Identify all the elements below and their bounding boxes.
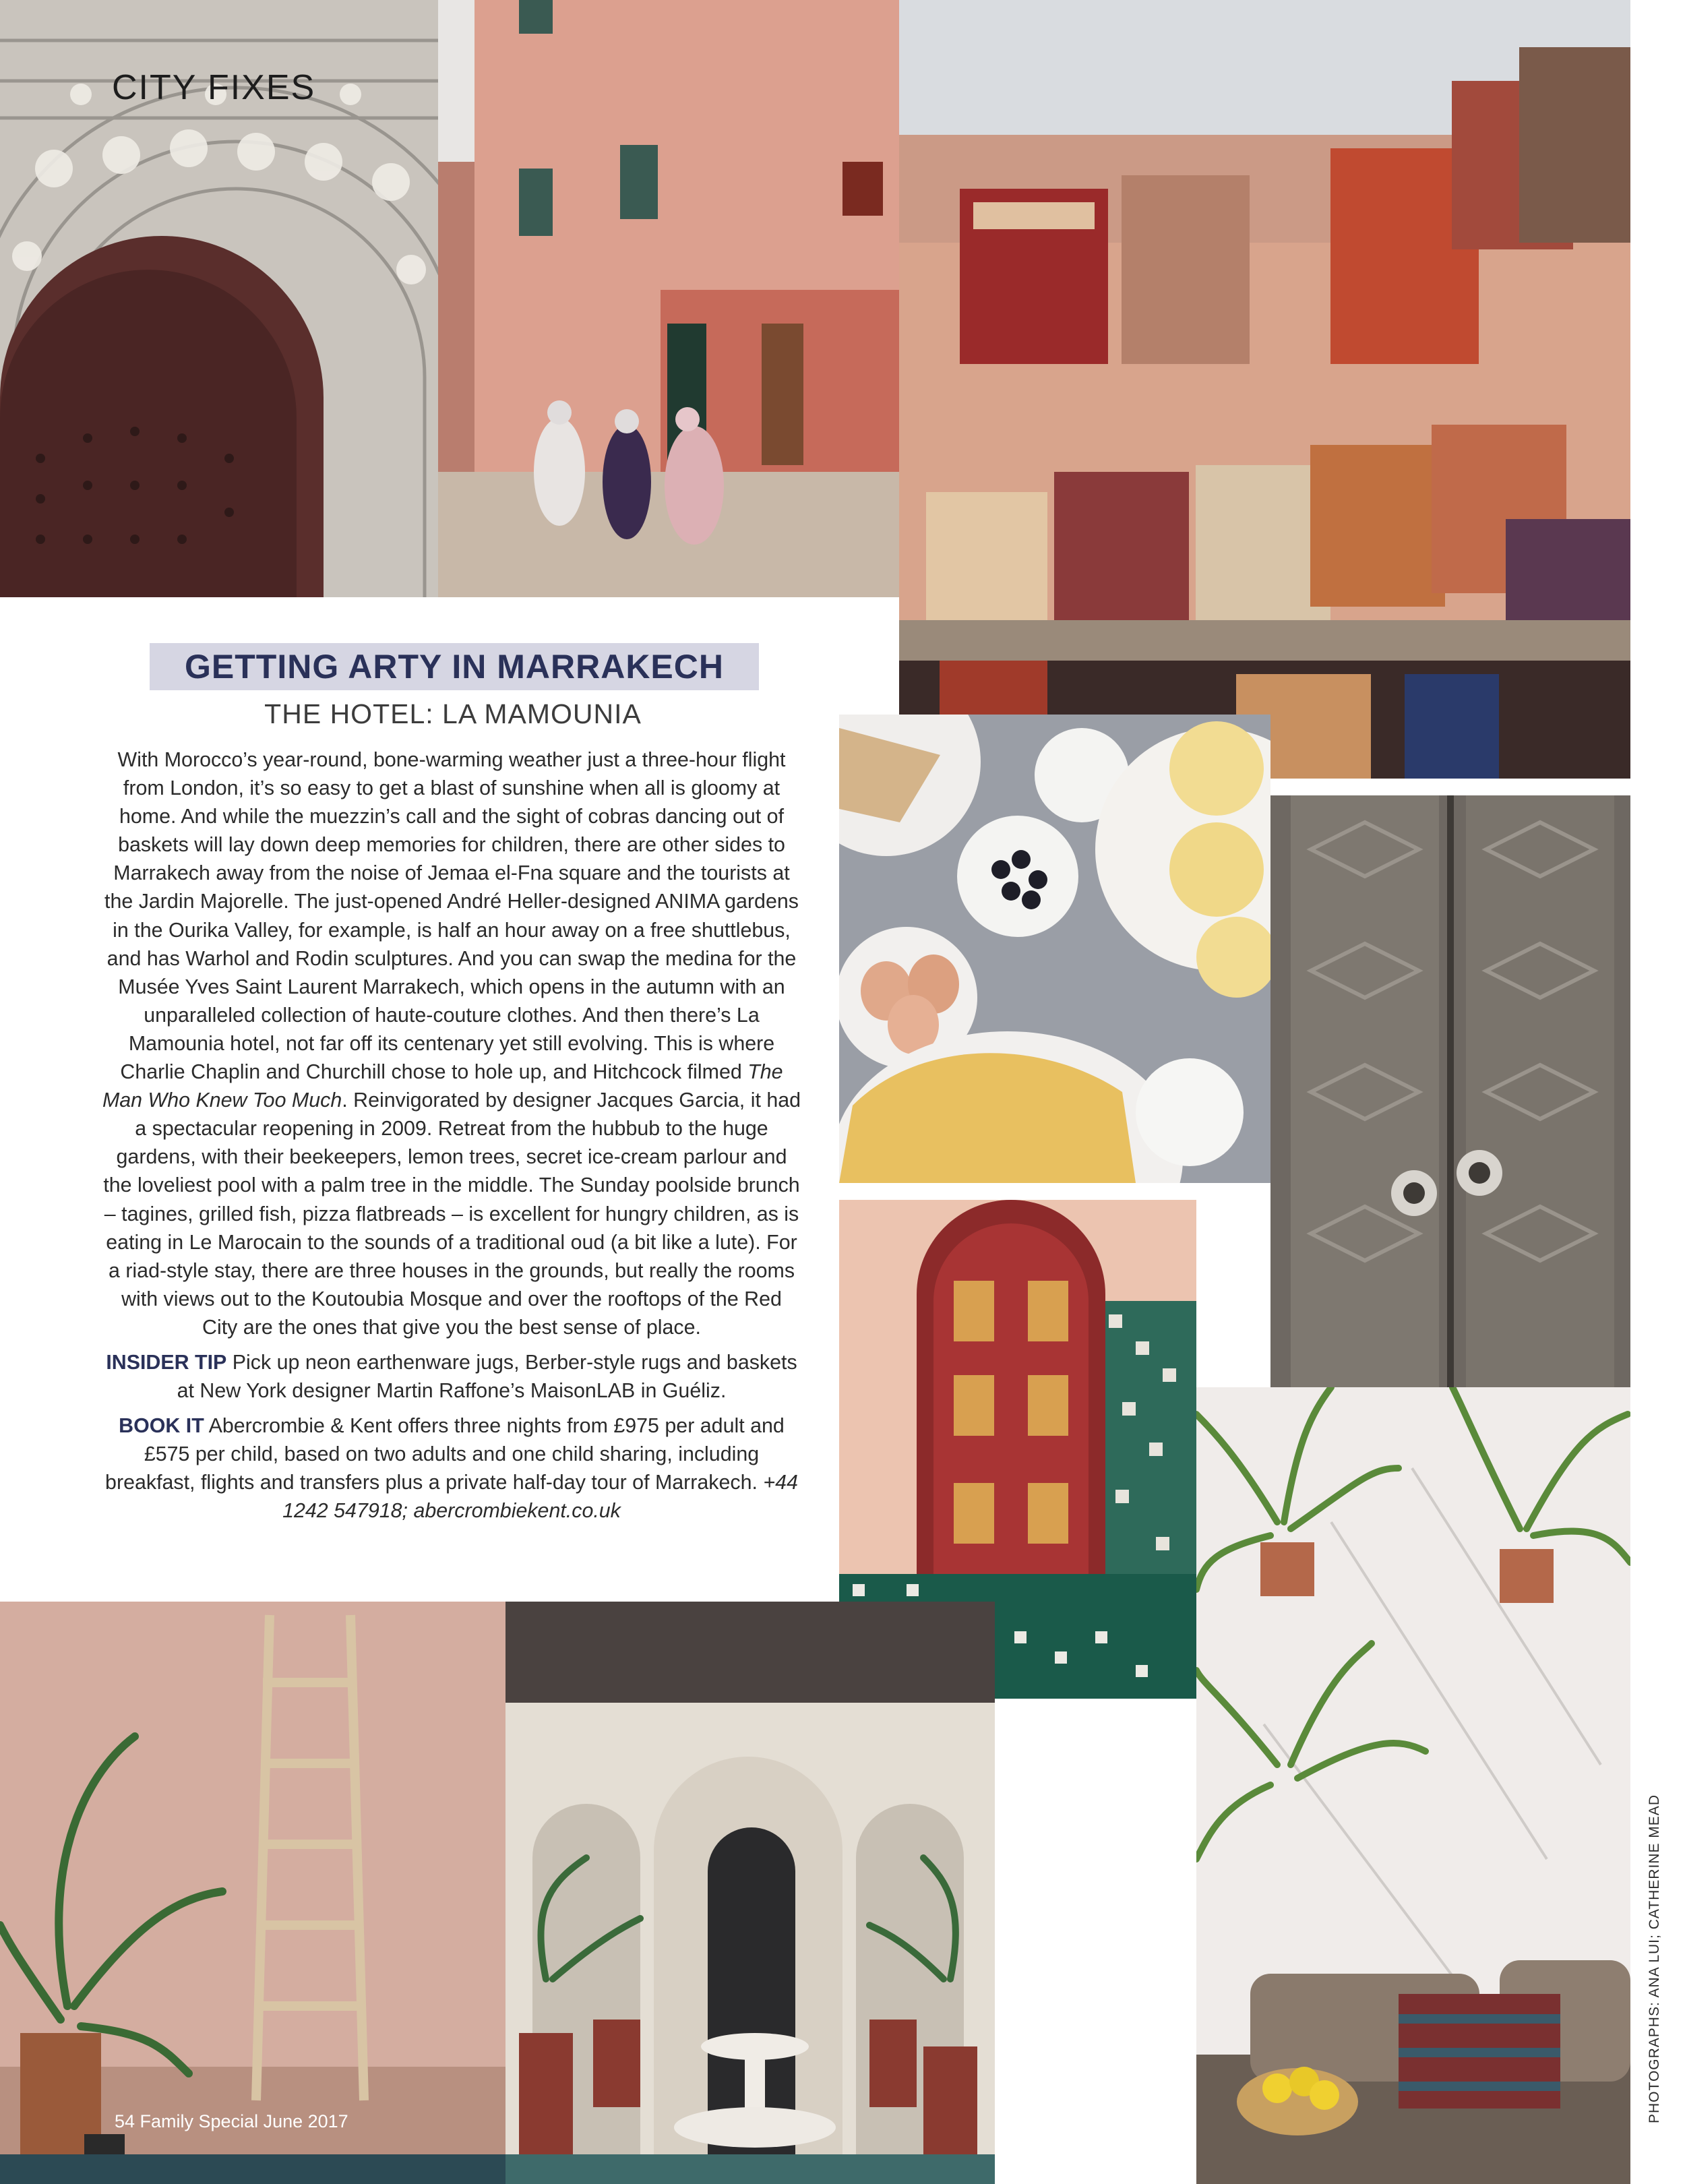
photo-rugs-on-balconies (899, 0, 1630, 779)
body-intro: With Morocco’s year-round, bone-warming weather just a three-hour flight from London, it’s so easy to get a blast of sunshine when all is gloomy at home. And while the muezzin’s call and the sight of cobras dancing out of baskets will lay down deep memories for children, there are other sides to Marrakech away from the noise of Jemaa el-Fna square and the tourists at the Jardin Majorelle. The just-opened André Heller-designed ANIMA gardens in the Ourika Valley, for example, is half an hour away on a free shuttlebus, and has Warhol and Rodin sculptures. And you can swap the medina for the Musée Yves Saint Laurent Marrakech, which opens in the autumn with an unparalleled collection of haute-couture clothes. And then there’s La Mamounia hotel, not far off its centenary yet still evolving. This is where Charlie Chaplin and Churchill chose to hole up, and Hitchcock filmed (104, 748, 799, 1084)
article-headline: GETTING ARTY IN MARRAKECH (185, 648, 724, 686)
book-it-text: Abercrombie & Kent offers three nights from £975 per adult and £575 per child, based on two adults and one child sharing, including breakfast, flights and transfers plus a private half-day tour of Marrakech. (105, 1414, 785, 1494)
section-label: CITY FIXES (112, 68, 316, 107)
photo-carved-wood-door (1270, 795, 1630, 1387)
photo-breakfast-spread (839, 715, 1270, 1183)
photo-credit: PHOTOGRAPHS: ANA LUI; CATHERINE MEAD (1647, 1794, 1662, 2123)
page-folio: 54 Family Special June 2017 (115, 2111, 348, 2131)
photo-pink-street-walkers (438, 0, 899, 597)
insider-tip-label: INSIDER TIP (106, 1350, 227, 1374)
book-it-label: BOOK IT (119, 1414, 204, 1438)
article-panel (0, 597, 839, 1602)
body-rest: . Reinvigorated by designer Jacques Garcia, it had a spectacular reopening in 2009. Retreat from the hubbub to the huge gardens, with their beekeepers, lemon trees, secret ice-cream parlour and the loveliest pool with a palm tree in the middle. The Sunday poolside brunch – tagines, grilled fish, pizza flatbreads – is excellent for hungry children, as is eating in Le Marocain to the sounds of a traditional oud (a bit like a lute). For a riad-style stay, there are three houses in the grounds, but really the rooms with views out to the Koutoubia Mosque and over the rooftops of the Red City are the ones that give you the best sense of place. (103, 1089, 801, 1339)
book-it-contact: +44 1242 547918; abercrombiekent.co.uk (282, 1471, 798, 1523)
body-paragraph (101, 746, 802, 1341)
insider-tip-text: Pick up neon earthenware jugs, Berber-style rugs and baskets at New York designer Martin Raffone’s MaisonLAB in Guéliz. (177, 1350, 797, 1403)
film-title: The Man Who Knew Too Much (102, 1060, 783, 1112)
photo-white-wall-plants (1196, 1387, 1630, 2184)
photo-riad-courtyard-fountain (506, 1602, 995, 2184)
book-it (101, 1412, 802, 1525)
article-body (101, 746, 802, 1532)
insider-tip (101, 1348, 802, 1405)
photo-courtyard-ladder (0, 1602, 506, 2184)
article-subhead: THE HOTEL: LA MAMOUNIA (264, 698, 642, 729)
